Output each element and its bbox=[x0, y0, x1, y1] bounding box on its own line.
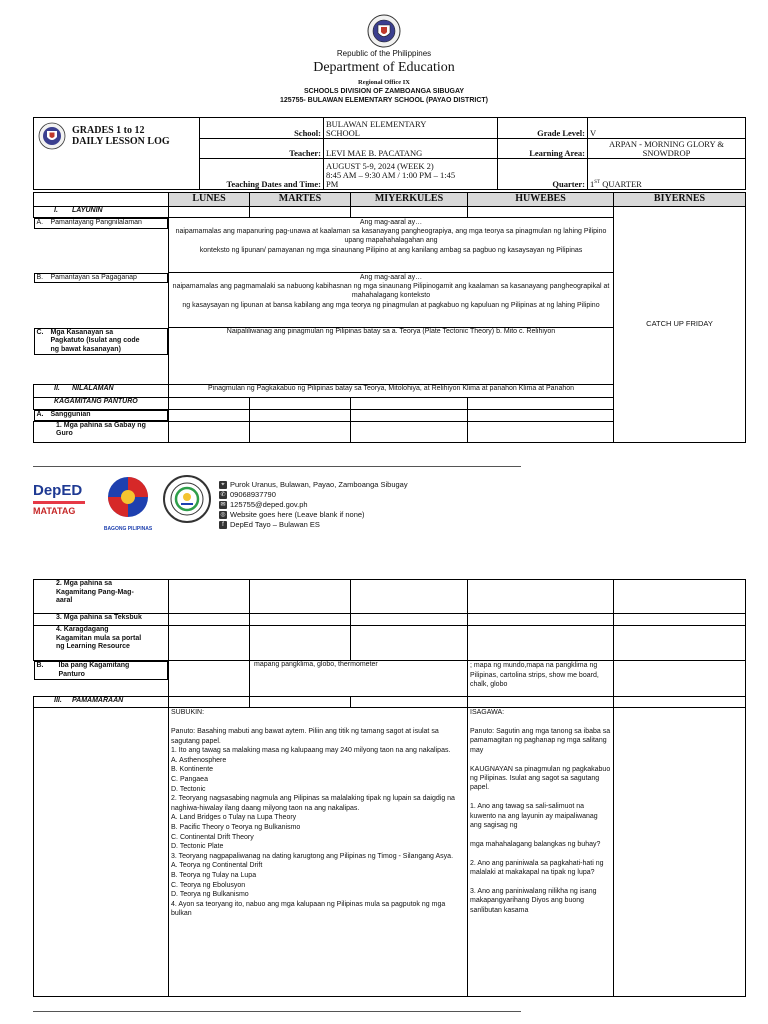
dates-line2: 8:45 AM – 9:30 AM / 1:00 PM – 1:45 bbox=[326, 170, 456, 180]
department-title: Department of Education bbox=[313, 60, 455, 75]
day-header-row bbox=[34, 193, 746, 207]
nilalaman-heading bbox=[34, 385, 169, 398]
kasanayan-pagkatuto-text: Naipaliliwanag ang pinagmulan ng Pilipinas batay sa a. Teorya (Plate Tectonic Theory) b. Mito c. Relihiyon bbox=[169, 328, 614, 385]
dll-main-table-page1 bbox=[33, 192, 746, 443]
catch-up-friday-cell: CATCH UP FRIDAY bbox=[614, 207, 746, 443]
footer-divider-bottom bbox=[33, 1011, 521, 1012]
dll-title-line1: GRADES 1 to 12 bbox=[72, 125, 145, 136]
learning-area-line1: ARPAN - MORNING GLORY & bbox=[608, 139, 725, 149]
karagdagang-kagamitan-label: 4. Karagdagang Kagamitan mula sa portal ng Learning Resource bbox=[34, 626, 169, 661]
b-label: Pamantayan sa Pagaganap bbox=[50, 273, 137, 281]
iba-pang-kagamitan-label bbox=[34, 661, 169, 680]
learning-area-value bbox=[588, 139, 746, 159]
region-line: Regional Office IX bbox=[358, 79, 410, 86]
bagong-pilipinas-text: BAGONG PILIPINAS bbox=[103, 526, 153, 532]
pamamaraan-heading bbox=[34, 697, 169, 708]
b-letter: B. bbox=[36, 273, 44, 281]
dll-title-line2: DAILY LESSON LOG bbox=[72, 136, 170, 147]
subukin-cell bbox=[169, 708, 468, 997]
dll-info-table bbox=[33, 117, 746, 190]
dll-main-table-page2 bbox=[33, 579, 746, 997]
a-letter: A. bbox=[36, 219, 44, 226]
bagong-pilipinas-logo bbox=[95, 474, 161, 530]
teksbuk-label: 3. Mga pahina sa Teksbuk bbox=[34, 614, 169, 626]
pamantayan-pagaganap-label bbox=[34, 273, 169, 284]
quarter-suffix: ST bbox=[594, 180, 601, 186]
day-biyernes: BIYERNES bbox=[614, 193, 746, 207]
iba-pang-label: Iba pang Kagamitang Panturo bbox=[58, 662, 130, 678]
footer-facebook: DepEd Tayo – Bulawan ES bbox=[230, 520, 320, 529]
deped-seal-icon bbox=[367, 14, 401, 48]
gabay-guro-label: 1. Mga pahina sa Gabay ng Guro bbox=[34, 421, 169, 442]
bagong-pilipinas-emblem-icon bbox=[95, 474, 161, 520]
c-letter: C. bbox=[36, 328, 44, 336]
pamamaraan-num: III. bbox=[54, 697, 62, 704]
kasanayan-pagkatuto-label bbox=[34, 328, 169, 356]
footer-divider bbox=[33, 466, 521, 467]
learning-area-label: Learning Area: bbox=[498, 139, 588, 159]
teaching-dates-label: Teaching Dates and Time: bbox=[200, 159, 324, 190]
deped-seal-icon bbox=[38, 122, 66, 150]
pamantayang-pangnilalaman-label bbox=[34, 218, 169, 229]
school-line: 125755- BULAWAN ELEMENTARY SCHOOL (PAYAO DISTRICT) bbox=[280, 97, 488, 104]
kagamitang-panturo-heading: KAGAMITANG PANTURO bbox=[34, 398, 169, 410]
division-line: SCHOOLS DIVISION OF ZAMBOANGA SIBUGAY bbox=[303, 88, 465, 95]
facebook-icon: f bbox=[219, 521, 227, 529]
footer-phone: 09068937790 bbox=[230, 490, 276, 499]
iba-pang-martes-text: mapang pangklima, globo, thermometer bbox=[250, 661, 468, 697]
dll-title-cell bbox=[34, 118, 200, 190]
isagawa-title: ISAGAWA: bbox=[470, 709, 505, 716]
quarter-word: QUARTER bbox=[600, 179, 642, 189]
email-icon: ✉ bbox=[220, 502, 226, 508]
nilalaman-label: NILALAMAN bbox=[72, 385, 114, 392]
teacher-label: Teacher: bbox=[200, 139, 324, 159]
footer-website: Website goes here (Leave blank if none) bbox=[230, 510, 365, 519]
nilalaman-num: II. bbox=[54, 385, 60, 392]
dates-line1: AUGUST 5-9, 2024 (WEEK 2) bbox=[326, 161, 434, 171]
teaching-dates-value bbox=[324, 159, 498, 190]
sanggunian-label: Sanggunian bbox=[50, 411, 91, 418]
sanggunian-letter: A. bbox=[36, 411, 44, 418]
school-value bbox=[324, 118, 498, 139]
republic-line: Republic of the Philippines bbox=[336, 49, 432, 58]
teacher-value: LEVI MAE B. PACATANG bbox=[324, 139, 498, 159]
grade-level-value: V bbox=[588, 118, 746, 139]
subukin-title: SUBUKIN: bbox=[171, 709, 205, 716]
nilalaman-text: Pinagmulan ng Pagkakabuo ng Pilipinas batay sa Teorya, Mitolohiya, at Relihiyon Klima at panahon Klima at Panahon bbox=[169, 385, 614, 398]
isagawa-cell bbox=[468, 708, 614, 997]
day-huwebes: HUWEBES bbox=[468, 193, 614, 207]
layunin-num: I. bbox=[54, 207, 58, 214]
school-value-line1: BULAWAN ELEMENTARY bbox=[326, 119, 427, 129]
learning-area-line2: SNOWDROP bbox=[642, 148, 691, 158]
footer-contact bbox=[219, 480, 408, 530]
layunin-heading bbox=[34, 207, 169, 218]
a-label: Pamantayang Pangnilalaman bbox=[50, 219, 142, 226]
c-label: Mga Kasanayan sa Pagkatuto (Isulat ang code ng bawat kasanayan) bbox=[50, 328, 140, 353]
subukin-text: Panuto: Basahing mabuti ang bawat aytem. Piliin ang titik ng tamang sagot at isulat sa sagutang papel. 1. Ito ang tawag sa malaking masa ng kalupaang may 240 milyong taon na ang nakalipas. A. Asthenosphere B. Kontinente C. Pangaea D. Tectonic 2. Teoryang nagsasabing nagmula ang Pilipinas sa malalaking tipak ng lupain sa daigdig na naghiwa-hiwalay ilang daang milyong taon na ang nakalipas. A. Land Bridges o Tulay na Lupa Theory B. Pacific Theory o Teorya ng Bulkanismo C. Continental Drift Theory D. Tectonic Plate 3. Teoryang nagpapaliwanag na dating karugtong ang Pilipinas ng Timog - Silangang Asya. A. Teorya ng Continental Drift B. Teorya ng Tulay na Lupa C. Teorya ng Ebolusyon D. Teorya ng Bulkanismo 4. Ayon sa teoryang ito, nabuo ang mga kalupaan ng Pilipinas mula sa pagputok ng mga bulkan bbox=[171, 728, 455, 918]
school-label: School: bbox=[200, 118, 324, 139]
phone-icon: ✆ bbox=[220, 492, 226, 498]
deped-matatag-logo bbox=[33, 483, 89, 527]
location-pin-icon: ⌖ bbox=[219, 481, 227, 489]
school-value-line2: SCHOOL bbox=[326, 128, 361, 138]
quarter-value bbox=[588, 159, 746, 190]
iba-pang-letter: B. bbox=[36, 662, 44, 669]
matatag-text: MATATAG bbox=[33, 506, 76, 516]
pamamaraan-label: PAMAMARAAN bbox=[72, 697, 124, 704]
dates-line3: PM bbox=[326, 179, 339, 189]
footer-email: 125755@deped.gov.ph bbox=[230, 500, 308, 509]
day-miyerkules: MIYERKULES bbox=[351, 193, 468, 207]
layunin-label: LAYUNIN bbox=[72, 207, 103, 214]
sanggunian-heading bbox=[34, 410, 169, 421]
quarter-label: Quarter: bbox=[498, 159, 588, 190]
quarter-number: 1 bbox=[590, 179, 595, 189]
day-lunes: LUNES bbox=[169, 193, 250, 207]
grade-level-label: Grade Level: bbox=[498, 118, 588, 139]
footer-address: Purok Uranus, Bulawan, Payao, Zamboanga Sibugay bbox=[230, 480, 408, 489]
isagawa-text: Panuto: Sagutin ang mga tanong sa ibaba sa pamamagitan ng paghanap ng mga salitang may KAUGNAYAN sa pinagmulan ng pagkakabuo ng Pilipinas. Isulat ang sagot sa sagutang papel. 1. Ano ang tawag sa sali-salimuot na kuwento na ang layunin ay maipaliwanag ang sagisag ng mga mahahalagang balangkas ng buhay? 2. Ano ang paniniwala sa pagkahati-hati ng malalaki at makakapal na tipak ng lupa? 3. Ano ang paniniwalang nilikha ng isang makapangyarihang Diyos ang buong sanlibutan kasama bbox=[470, 728, 611, 914]
pamantayan-pagaganap-text: Ang mag-aaral ay… naipamamalas ang pagmamalaki sa nabuong kabihasnan ng mga sinaunang Pilipinogamit ang kaalaman sa kasanayang pangheograpikal at mahahalagang konteksto ng kasaysayan ng lipunan at bansa kabilang ang mga teorya ng pinagmulan at pagkabuo ng kapuluan ng Pilipinas at ng lahing Pilipino bbox=[169, 273, 614, 328]
kagamitang-mag-aaral-label: 2. Mga pahina sa Kagamitang Pang-Mag-aaral bbox=[34, 580, 169, 614]
school-seal-icon bbox=[162, 474, 212, 524]
pamantayang-pangnilalaman-text: Ang mag-aaral ay… naipamamalas ang mapanuring pag-unawa at kaalaman sa kasanayang pangheograpiya, ang mga teorya sa pinagmulan ng lahing Pilipino upang mapahahalagahan ang konteksto ng lipunan/ pamayanan ng mga sinaunang Pilipino at ang kanilang ambag sa pagbuo ng kasaysayan ng Pilipinas bbox=[169, 218, 614, 273]
deped-logo-text: DepED bbox=[33, 482, 83, 499]
day-martes: MARTES bbox=[250, 193, 351, 207]
globe-icon: ◎ bbox=[220, 512, 226, 518]
iba-pang-huwebes-text: ; mapa ng mundo,mapa na pangklima ng Pilipinas, cartolina strips, show me board, chalk, globo bbox=[468, 661, 614, 697]
